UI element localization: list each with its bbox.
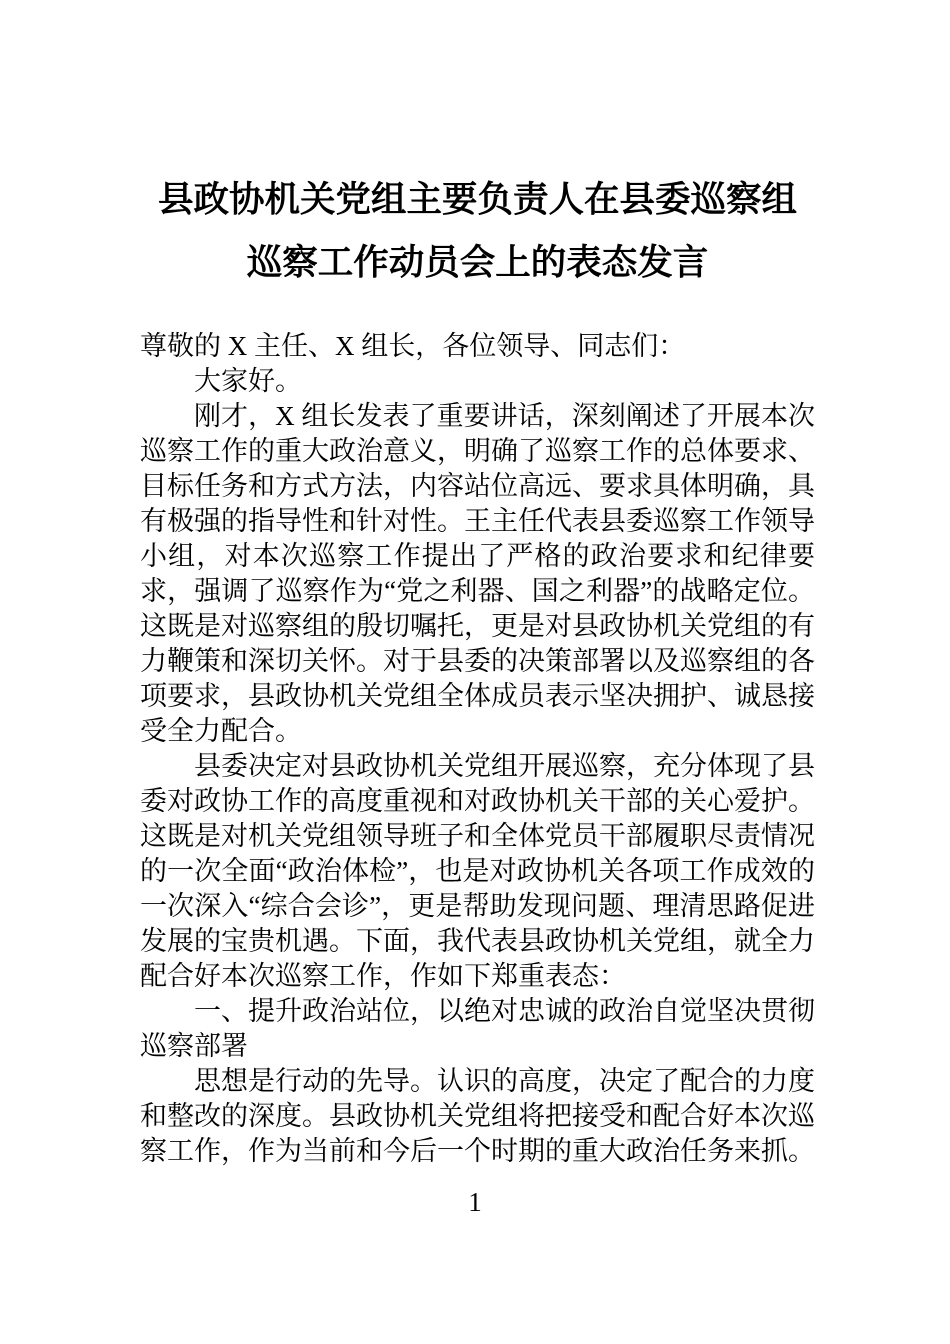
- document-body: [140, 329, 815, 1169]
- paragraph-section-1-body: 思想是行动的先导。认识的高度，决定了配合的力度和整改的深度。县政协机关党组将把接受和配合好本次巡察工作，作为当前和今后一个时期的重大政治任务来抓。: [140, 1066, 815, 1166]
- title-line-1: 县政协机关党组主要负责人在县委巡察组: [157, 179, 797, 219]
- section-heading-1: 一、提升政治站位，以绝对忠诚的政治自觉坚决贯彻巡察部署: [140, 996, 815, 1061]
- paragraph-inspection-significance: 县委决定对县政协机关党组开展巡察，充分体现了县委对政协工作的高度重视和对政协机关干部的关心爱护。这既是对机关党组领导班子和全体党员干部履职尽责情况的一次全面“政治体检”，也是对政协机关各项工作成效的一次深入“综合会诊”，更是帮助发现问题、理清思路促进发展的宝贵机遇。下面，我代表县政协机关党组，就全力配合好本次巡察工作，作如下郑重表态：: [140, 751, 815, 991]
- paragraph-greeting: 大家好。: [194, 366, 302, 396]
- title-line-2: 巡察工作动员会上的表态发言: [246, 242, 709, 282]
- paragraph-speech-summary: 刚才，X 组长发表了重要讲话，深刻阐述了开展本次巡察工作的重大政治意义，明确了巡察工作的总体要求、目标任务和方式方法，内容站位高远、要求具体明确，具有极强的指导性和针对性。王主任代表县委巡察工作领导小组，对本次巡察工作提出了严格的政治要求和纪律要求，强调了巡察作为“党之利器、国之利器”的战略定位。这既是对巡察组的殷切嘱托，更是对县政协机关党组的有力鞭策和深切关怀。对于县委的决策部署以及巡察组的各项要求，县政协机关党组全体成员表示坚决拥护、诚恳接受全力配合。: [140, 401, 815, 746]
- document-title: [140, 168, 815, 294]
- page-number: 1: [468, 1187, 482, 1217]
- salutation-line: 尊敬的 X 主任、X 组长，各位领导、同志们：: [140, 331, 686, 361]
